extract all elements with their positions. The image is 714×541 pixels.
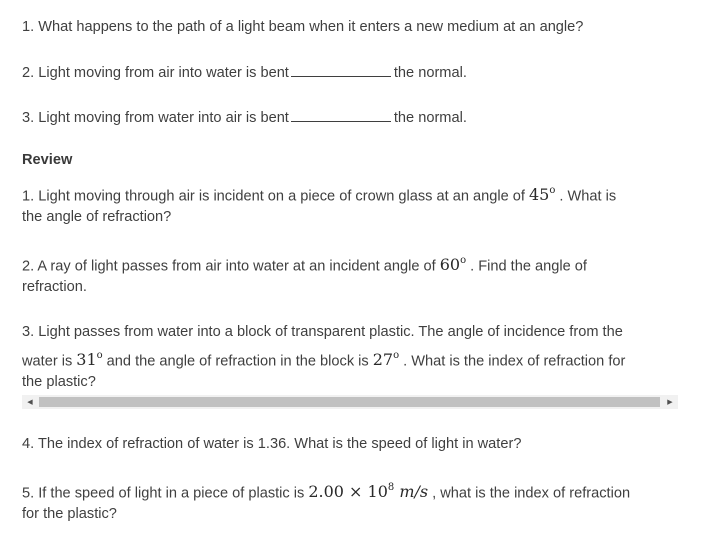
review-1-text-b: . What is bbox=[559, 188, 617, 205]
review-1-angle-value: 45 bbox=[528, 185, 550, 205]
review-4-line-1: 4. The index of refraction of water is 1.36. What is the speed of light in water? bbox=[22, 436, 522, 452]
degree-symbol: o bbox=[460, 255, 467, 266]
review-5-text-b: , what is the index of refraction bbox=[432, 485, 631, 502]
question-3-blank bbox=[291, 107, 391, 122]
review-3-incidence-angle bbox=[76, 350, 102, 369]
review-2-angle bbox=[440, 255, 466, 274]
review-1-text-a: 1. Light moving through air is incident on a piece of crown glass at an angle of bbox=[22, 188, 525, 205]
times-symbol: × bbox=[349, 482, 363, 502]
question-2-text-before: 2. Light moving from air into water is bent bbox=[22, 65, 289, 81]
question-1-text: 1. What happens to the path of a light beam when it enters a new medium at an angle? bbox=[22, 19, 584, 35]
review-3-refraction-value: 27 bbox=[372, 350, 394, 370]
degree-symbol: o bbox=[393, 350, 400, 361]
review-3-refraction-angle bbox=[373, 350, 399, 369]
review-3-text-b: and the angle of refraction in the block is bbox=[106, 353, 369, 370]
review-5-text-a: 5. If the speed of light in a piece of plastic is bbox=[22, 485, 305, 502]
review-3-text-a: water is bbox=[22, 353, 73, 370]
question-2-text-after: the normal. bbox=[393, 65, 467, 81]
question-3 bbox=[22, 107, 467, 128]
question-3-text-after: the normal. bbox=[393, 110, 467, 126]
review-3-incidence-value: 31 bbox=[76, 350, 97, 370]
review-3-line-3: the plastic? bbox=[22, 374, 96, 390]
exponent: 8 bbox=[387, 482, 395, 493]
review-1-line-2: the angle of refraction? bbox=[22, 209, 172, 225]
question-1 bbox=[22, 17, 583, 37]
scroll-right-arrow-icon[interactable]: ▶ bbox=[667, 399, 673, 406]
review-3-text-c: . What is the index of refraction for bbox=[403, 353, 626, 370]
question-2 bbox=[22, 62, 467, 83]
speed-coefficient: 2.00 bbox=[308, 482, 344, 502]
review-2-text-a: 2. A ray of light passes from air into water at an incident angle of bbox=[22, 258, 436, 275]
review-1-line-1 bbox=[22, 182, 616, 206]
review-3-line-1: 3. Light passes from water into a block of transparent plastic. The angle of incidence from the bbox=[22, 324, 623, 340]
exponent-base: 10 bbox=[367, 482, 388, 502]
review-2-line-2: refraction. bbox=[22, 279, 87, 295]
scroll-left-arrow-icon[interactable]: ◀ bbox=[27, 399, 33, 406]
speed-unit: m/s bbox=[399, 482, 429, 502]
scroll-thumb[interactable] bbox=[39, 397, 660, 407]
horizontal-scrollbar[interactable] bbox=[22, 395, 678, 409]
review-2-line-1 bbox=[22, 252, 587, 276]
question-3-text-before: 3. Light moving from water into air is bent bbox=[22, 110, 289, 126]
review-1-angle bbox=[529, 185, 555, 204]
question-2-blank bbox=[291, 62, 391, 77]
review-heading: Review bbox=[22, 152, 73, 168]
review-3-line-2 bbox=[22, 347, 625, 371]
degree-symbol: o bbox=[96, 350, 103, 361]
review-5-line-2: for the plastic? bbox=[22, 506, 117, 522]
review-2-angle-value: 60 bbox=[439, 255, 461, 275]
review-2-text-b: . Find the angle of bbox=[470, 258, 587, 275]
review-5-line-1 bbox=[22, 479, 630, 503]
review-5-speed-expression bbox=[308, 482, 428, 501]
degree-symbol: o bbox=[549, 185, 556, 196]
